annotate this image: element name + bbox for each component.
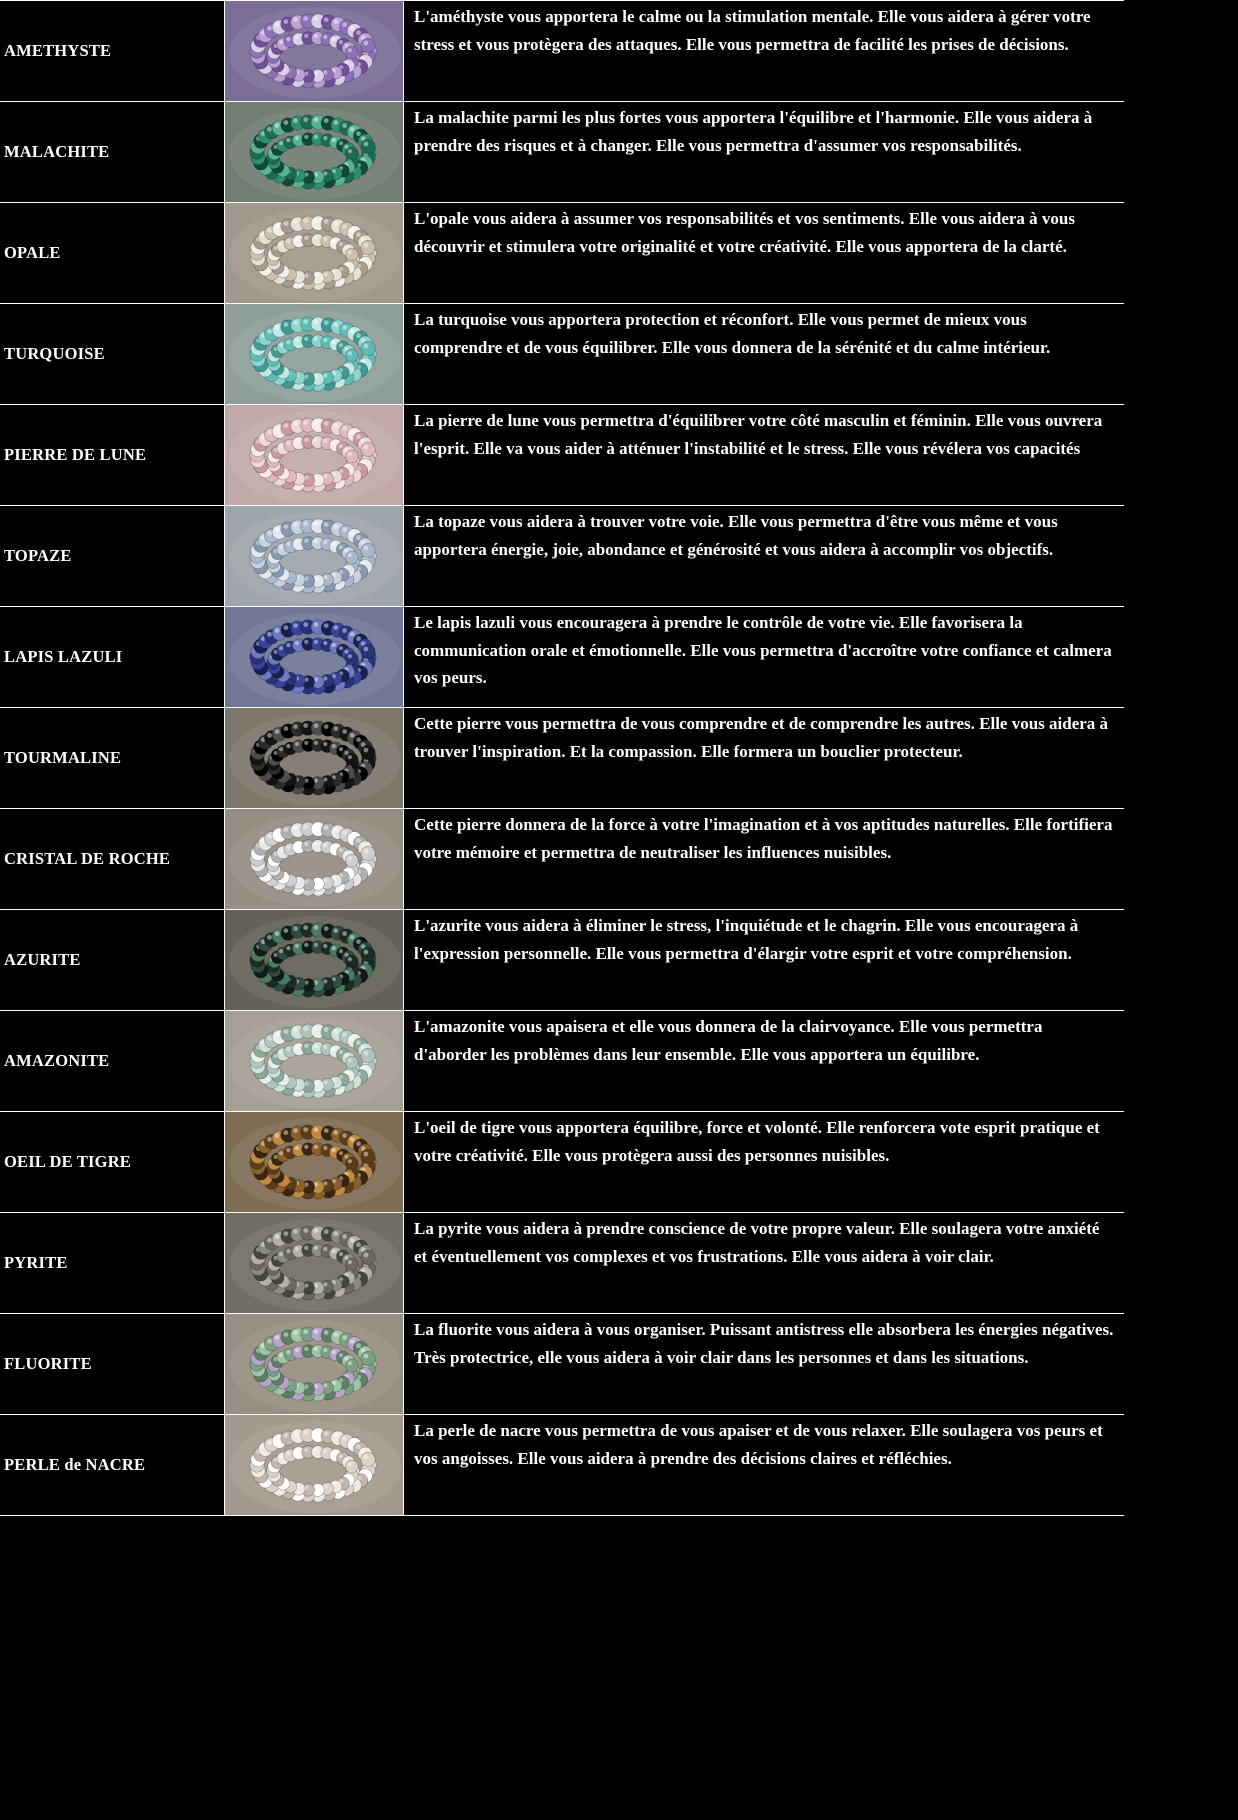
stone-description: L'améthyste vous apportera le calme ou la stimulation mentale. Elle vous aidera à gérer votre stress et vous protègera des attaques. Elle vous permettra de facilité les prises de décisions. bbox=[414, 7, 1091, 54]
stone-description: Cette pierre vous permettra de vous comprendre et de comprendre les autres. Elle vous aidera à trouver l'inspiration. Et la compassion. Elle formera un bouclier protecteur. bbox=[414, 714, 1109, 761]
stone-description-cell bbox=[404, 1112, 1125, 1213]
stone-name: CRISTAL DE ROCHE bbox=[4, 849, 171, 869]
stone-name: TOURMALINE bbox=[4, 748, 122, 768]
table-row bbox=[0, 304, 1124, 405]
stone-name: OEIL DE TIGRE bbox=[4, 1152, 132, 1172]
stone-name-cell bbox=[0, 809, 225, 910]
stone-description-cell bbox=[404, 809, 1125, 910]
stone-description-cell bbox=[404, 1011, 1125, 1112]
stone-description: L'azurite vous aidera à éliminer le stress, l'inquiétude et le chagrin. Elle vous encouragera à l'expression personnelle. Elle vous permettra d'élargir votre esprit et votre compréhension. bbox=[414, 916, 1079, 963]
bead-necklace-photo bbox=[225, 910, 403, 1010]
stone-name-cell bbox=[0, 102, 225, 203]
stone-description-cell bbox=[404, 708, 1125, 809]
stone-name-cell bbox=[0, 304, 225, 405]
table-row bbox=[0, 1112, 1124, 1213]
stone-name-cell bbox=[0, 1112, 225, 1213]
stone-description: La perle de nacre vous permettra de vous apaiser et de vous relaxer. Elle soulagera vos peurs et vos angoisses. Elle vous aidera à prendre des décisions claires et réfléchies. bbox=[414, 1421, 1103, 1468]
stone-name-cell bbox=[0, 708, 225, 809]
table-row bbox=[0, 1314, 1124, 1415]
stone-description-cell bbox=[404, 910, 1125, 1011]
table-row bbox=[0, 708, 1124, 809]
stone-description: La pierre de lune vous permettra d'équilibrer votre côté masculin et féminin. Elle vous ouvrera l'esprit. Elle va vous aider à atténuer l'instabilité et le stress. Elle vous révélera vos capacités bbox=[414, 411, 1103, 458]
stone-name: AMETHYSTE bbox=[4, 41, 112, 61]
stone-photo-cell bbox=[225, 304, 404, 405]
bead-necklace-photo bbox=[225, 203, 403, 303]
bead-necklace-photo bbox=[225, 1112, 403, 1212]
table-row bbox=[0, 203, 1124, 304]
stone-photo-cell bbox=[225, 708, 404, 809]
stone-name-cell bbox=[0, 405, 225, 506]
stone-photo-cell bbox=[225, 1213, 404, 1314]
stone-name: PYRITE bbox=[4, 1253, 68, 1273]
stone-name: PIERRE DE LUNE bbox=[4, 445, 147, 465]
stone-name: PERLE de NACRE bbox=[4, 1455, 146, 1475]
stone-name: MALACHITE bbox=[4, 142, 110, 162]
stone-photo-cell bbox=[225, 1, 404, 102]
stone-description: La pyrite vous aidera à prendre conscience de votre propre valeur. Elle soulagera votre anxiété et éventuellement vos complexes et vos frustrations. Elle vous aidera à voir clair. bbox=[414, 1219, 1100, 1266]
stone-photo-cell bbox=[225, 1415, 404, 1516]
stone-description-cell bbox=[404, 1, 1125, 102]
bead-necklace-photo bbox=[225, 1213, 403, 1313]
table-row bbox=[0, 607, 1124, 708]
table-row bbox=[0, 102, 1124, 203]
stone-photo-cell bbox=[225, 1112, 404, 1213]
bead-necklace-photo bbox=[225, 304, 403, 404]
stone-photo-cell bbox=[225, 809, 404, 910]
bead-necklace-photo bbox=[225, 1011, 403, 1111]
stone-name: FLUORITE bbox=[4, 1354, 92, 1374]
bead-necklace-photo bbox=[225, 102, 403, 202]
stone-name-cell bbox=[0, 1213, 225, 1314]
stone-name-cell bbox=[0, 203, 225, 304]
stone-description-cell bbox=[404, 607, 1125, 708]
stone-name-cell bbox=[0, 1415, 225, 1516]
table-row bbox=[0, 1011, 1124, 1112]
table-row bbox=[0, 910, 1124, 1011]
stone-name: OPALE bbox=[4, 243, 61, 263]
stone-description: Cette pierre donnera de la force à votre l'imagination et à vos aptitudes naturelles. Elle fortifiera votre mémoire et permettra de neutraliser les influences nuisibles. bbox=[414, 815, 1113, 862]
stone-photo-cell bbox=[225, 1011, 404, 1112]
stone-description-cell bbox=[404, 506, 1125, 607]
stone-description-cell bbox=[404, 1213, 1125, 1314]
stone-photo-cell bbox=[225, 910, 404, 1011]
table-row bbox=[0, 1415, 1124, 1516]
stone-name-cell bbox=[0, 1314, 225, 1415]
stone-description: La fluorite vous aidera à vous organiser. Puissant antistress elle absorbera les énergies négatives. Très protectrice, elle vous aidera à voir clair dans les personnes et dans les situations. bbox=[414, 1320, 1114, 1367]
bead-necklace-photo bbox=[225, 809, 403, 909]
stone-description: L'oeil de tigre vous apportera équilibre, force et volonté. Elle renforcera vote esprit pratique et votre créativité. Elle vous protègera aussi des personnes nuisibles. bbox=[414, 1118, 1100, 1165]
table-row bbox=[0, 809, 1124, 910]
bead-necklace-photo bbox=[225, 1415, 403, 1515]
stone-photo-cell bbox=[225, 102, 404, 203]
stone-description-cell bbox=[404, 1314, 1125, 1415]
stone-name-cell bbox=[0, 607, 225, 708]
bead-necklace-photo bbox=[225, 1314, 403, 1414]
bead-necklace-photo bbox=[225, 607, 403, 707]
stone-name-cell bbox=[0, 1, 225, 102]
stone-description-cell bbox=[404, 1415, 1125, 1516]
stone-description-cell bbox=[404, 304, 1125, 405]
bead-necklace-photo bbox=[225, 506, 403, 606]
table-row bbox=[0, 405, 1124, 506]
stone-description: L'amazonite vous apaisera et elle vous donnera de la clairvoyance. Elle vous permettra d'aborder les problèmes dans leur ensemble. Elle vous apportera un équilibre. bbox=[414, 1017, 1043, 1064]
stone-name: AMAZONITE bbox=[4, 1051, 110, 1071]
stone-photo-cell bbox=[225, 607, 404, 708]
bead-necklace-photo bbox=[225, 708, 403, 808]
stone-name-cell bbox=[0, 910, 225, 1011]
stone-name-cell bbox=[0, 506, 225, 607]
stone-description: Le lapis lazuli vous encouragera à prendre le contrôle de votre vie. Elle favorisera la communication orale et émotionnelle. Elle vous permettra d'accroître votre confiance et calmera vos peurs. bbox=[414, 613, 1112, 688]
stone-name-cell bbox=[0, 1011, 225, 1112]
stone-description-cell bbox=[404, 102, 1125, 203]
table-row bbox=[0, 506, 1124, 607]
table-row bbox=[0, 1, 1124, 102]
stone-description-cell bbox=[404, 405, 1125, 506]
bead-necklace-photo bbox=[225, 1, 403, 101]
stone-description: La topaze vous aidera à trouver votre voie. Elle vous permettra d'être vous même et vous apportera énergie, joie, abondance et générosité et vous aidera à accomplir vos objectifs. bbox=[414, 512, 1058, 559]
stone-name: TOPAZE bbox=[4, 546, 72, 566]
stone-description: La malachite parmi les plus fortes vous apportera l'équilibre et l'harmonie. Elle vous aidera à prendre des risques et à changer. Elle vous permettra d'assumer vos responsabilités. bbox=[414, 108, 1093, 155]
stone-name: AZURITE bbox=[4, 950, 81, 970]
stone-photo-cell bbox=[225, 203, 404, 304]
stone-name: LAPIS LAZULI bbox=[4, 647, 123, 667]
stone-photo-cell bbox=[225, 405, 404, 506]
stone-description-cell bbox=[404, 203, 1125, 304]
bead-necklace-photo bbox=[225, 405, 403, 505]
stone-description: L'opale vous aidera à assumer vos responsabilités et vos sentiments. Elle vous aidera à vous découvrir et stimulera votre originalité et votre créativité. Elle vous apportera de la clarté. bbox=[414, 209, 1075, 256]
stone-photo-cell bbox=[225, 1314, 404, 1415]
table-row bbox=[0, 1213, 1124, 1314]
stone-description: La turquoise vous apportera protection et réconfort. Elle vous permet de mieux vous comprendre et de vous équilibrer. Elle vous donnera de la sérénité et du calme intérieur. bbox=[414, 310, 1051, 357]
stone-name: TURQUOISE bbox=[4, 344, 105, 364]
stone-photo-cell bbox=[225, 506, 404, 607]
